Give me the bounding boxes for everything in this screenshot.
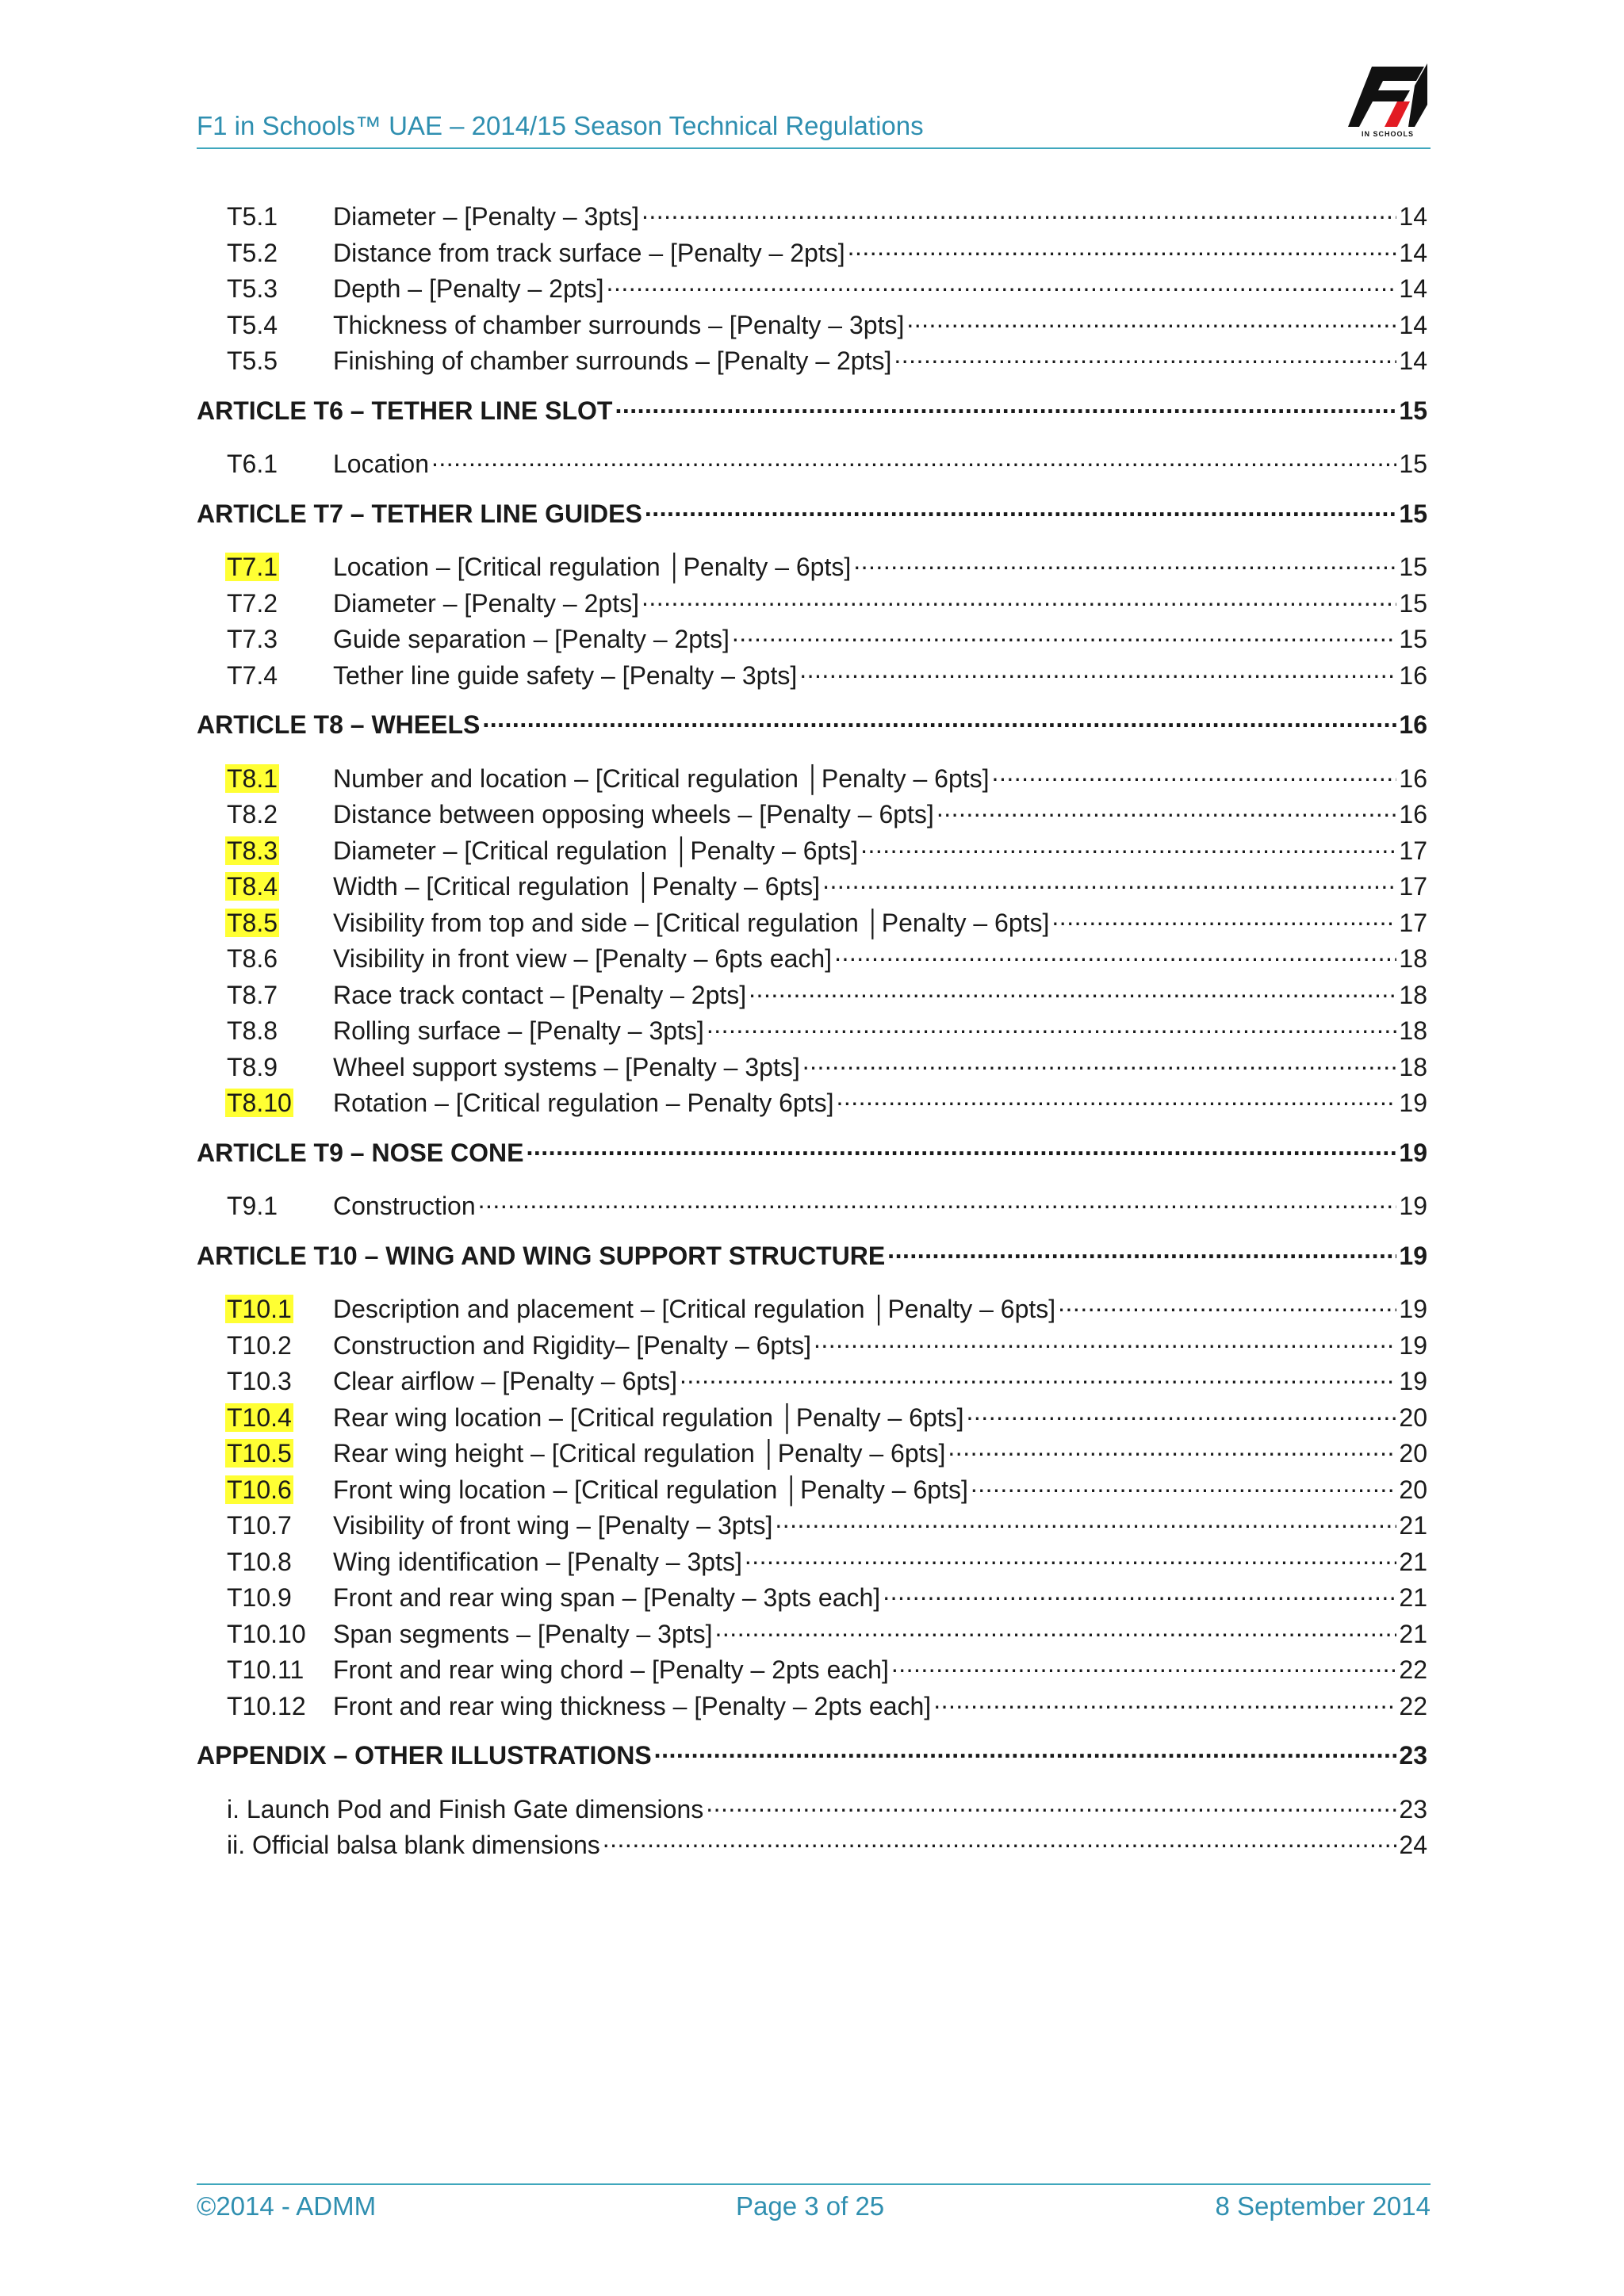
toc-entry[interactable] [197, 1288, 1427, 1324]
toc-entry-number [227, 239, 333, 268]
dot-leader [971, 1468, 1396, 1498]
critical-highlight: T8.3 [227, 836, 278, 865]
dot-leader [933, 1685, 1396, 1715]
toc-entry-number [227, 1620, 333, 1649]
toc-entry-number [227, 1403, 333, 1433]
toc-entry-number [227, 1331, 333, 1360]
dot-leader [802, 1046, 1396, 1076]
entry-number-text: T10.9 [227, 1583, 292, 1612]
toc-entry[interactable] [197, 618, 1427, 654]
toc-entry-title: Span segments – [Penalty – 3pts] [333, 1619, 713, 1648]
entry-number-text: T10.11 [227, 1655, 304, 1684]
critical-highlight: T8.10 [227, 1089, 292, 1117]
toc-page-number: 15 [1399, 625, 1427, 653]
toc-page-number: 16 [1399, 710, 1427, 739]
dot-leader [706, 1788, 1396, 1818]
toc-entry-title: Front and rear wing chord – [Penalty – 2pts each] [333, 1655, 889, 1684]
toc-page-number: 16 [1399, 763, 1427, 793]
page-footer [197, 2183, 1431, 2225]
toc-entry-number [227, 944, 333, 974]
critical-highlight: T8.5 [227, 908, 278, 937]
toc-entry-title: Depth – [Penalty – 2pts] [333, 274, 604, 303]
toc-page-number: 19 [1399, 1089, 1427, 1117]
toc-page-number: 16 [1399, 800, 1427, 828]
dot-leader [891, 1648, 1396, 1678]
toc-page-number: 19 [1399, 1295, 1427, 1323]
footer-page-number: Page 3 of 25 [736, 2191, 885, 2221]
dot-leader [1051, 901, 1396, 932]
f1-in-schools-logo [1348, 62, 1427, 138]
entry-number-text: T10.2 [227, 1330, 292, 1360]
toc-entry[interactable] [197, 1504, 1427, 1540]
dot-leader [615, 389, 1396, 419]
toc-entry[interactable] [197, 1540, 1427, 1577]
dot-leader [482, 703, 1396, 733]
toc-entry[interactable] [197, 195, 1427, 232]
toc-page-number: 15 [1399, 499, 1427, 528]
toc-entry-title: Location – [Critical regulation │Penalty – 6pts] [333, 553, 852, 581]
entry-number-text: T8.7 [227, 980, 278, 1009]
toc-entry-title: Construction [333, 1192, 476, 1220]
dot-leader [887, 1234, 1396, 1265]
entry-number-text: T10.7 [227, 1511, 292, 1540]
toc-entry-number [227, 872, 333, 901]
toc-entry[interactable] [197, 1468, 1427, 1505]
toc-entry-title: Front and rear wing thickness – [Penalty – 2pts each] [333, 1691, 932, 1720]
toc-page-number: 14 [1399, 310, 1427, 339]
toc-page-number: 23 [1399, 1741, 1427, 1770]
dot-leader [906, 304, 1396, 334]
toc-entry[interactable] [197, 757, 1427, 794]
toc-entry[interactable] [197, 1046, 1427, 1082]
toc-entry[interactable] [197, 1324, 1427, 1360]
toc-entry-number [227, 450, 333, 479]
toc-entry-title: Rotation – [Critical regulation – Penalty 6pts] [333, 1089, 834, 1117]
toc-entry-number [227, 764, 333, 794]
toc-entry-title: Diameter – [Penalty – 2pts] [333, 588, 639, 618]
dot-leader [848, 232, 1396, 262]
dot-leader [654, 1734, 1396, 1764]
entry-number-text: T5.1 [227, 202, 278, 231]
dot-leader [707, 1009, 1396, 1039]
dot-leader [642, 195, 1396, 225]
toc-entry[interactable] [197, 1685, 1427, 1721]
toc-page-number: 20 [1399, 1475, 1427, 1504]
toc-entry-title: Width – [Critical regulation │Penalty – 6pts] [333, 872, 821, 901]
toc-entry[interactable] [197, 1788, 1427, 1824]
logo-caption: IN SCHOOLS [1361, 130, 1414, 138]
toc-entry-title: Diameter – [Penalty – 3pts] [333, 202, 639, 231]
toc-entry-number [227, 800, 333, 829]
toc-entry-title: Race track contact – [Penalty – 2pts] [333, 980, 747, 1009]
dot-leader [836, 1081, 1396, 1112]
toc-entry-title: Finishing of chamber surrounds – [Penalty – 2pts] [333, 346, 892, 375]
toc-entry-title: Front and rear wing span – [Penalty – 3pts each] [333, 1583, 881, 1612]
toc-entry-title: Rolling surface – [Penalty – 3pts] [333, 1016, 704, 1045]
toc-entry[interactable] [197, 654, 1427, 691]
toc-entry-title: Thickness of chamber surrounds – [Penalty – 3pts] [333, 310, 905, 339]
entry-number-text: T5.2 [227, 238, 278, 267]
toc-page-number: 15 [1399, 553, 1427, 581]
table-of-contents [197, 195, 1427, 1860]
toc-entry-title: APPENDIX – OTHER ILLUSTRATIONS [197, 1741, 652, 1770]
dot-leader [527, 1131, 1397, 1161]
toc-page-number: 20 [1399, 1402, 1427, 1432]
dot-leader [822, 865, 1396, 895]
footer-date: 8 September 2014 [1215, 2191, 1431, 2221]
toc-entry-number [227, 346, 333, 376]
toc-entry-number [227, 1295, 333, 1324]
dot-leader [732, 618, 1396, 648]
toc-entry[interactable] [197, 339, 1427, 376]
toc-entry[interactable] [197, 829, 1427, 866]
toc-page-number: 24 [1399, 1831, 1427, 1859]
toc-entry-number [227, 661, 333, 691]
toc-entry-title: ii. Official balsa blank dimensions [227, 1831, 600, 1859]
entry-number-text: T5.5 [227, 346, 278, 375]
toc-page-number: 19 [1399, 1192, 1427, 1220]
entry-number-text: T9.1 [227, 1192, 278, 1220]
dot-leader [431, 442, 1396, 473]
toc-entry[interactable] [197, 1009, 1427, 1046]
toc-entry-title: ARTICLE T9 – NOSE CONE [197, 1138, 524, 1167]
toc-page-number: 16 [1399, 660, 1427, 690]
document-title: F1 in Schools™ UAE – 2014/15 Season Technical Regulations [197, 111, 924, 140]
toc-entry-title: Clear airflow – [Penalty – 6pts] [333, 1367, 677, 1395]
toc-page-number: 23 [1399, 1794, 1427, 1823]
toc-entry-number [227, 274, 333, 304]
critical-highlight: T10.4 [227, 1402, 292, 1432]
toc-entry-title: ARTICLE T7 – TETHER LINE GUIDES [197, 499, 642, 528]
dot-leader [607, 267, 1396, 297]
toc-entry-title: Wing identification – [Penalty – 3pts] [333, 1547, 742, 1576]
toc-page-number: 22 [1399, 1655, 1427, 1684]
toc-page-number: 21 [1399, 1511, 1427, 1540]
toc-page-number: 19 [1399, 1367, 1427, 1395]
toc-entry[interactable] [197, 442, 1427, 479]
entry-number-text: T7.2 [227, 588, 278, 618]
toc-entry-title: Visibility from top and side – [Critical regulation │Penalty – 6pts] [333, 908, 1050, 937]
toc-section-heading[interactable] [197, 1131, 1427, 1168]
dot-leader [936, 793, 1396, 823]
critical-highlight: T10.5 [227, 1439, 292, 1468]
entry-number-text: T7.3 [227, 625, 278, 653]
toc-entry-number [227, 1016, 333, 1046]
toc-entry-title: Description and placement – [Critical regulation │Penalty – 6pts] [333, 1295, 1056, 1323]
toc-page-number: 19 [1399, 1241, 1427, 1270]
toc-entry[interactable] [197, 1823, 1427, 1860]
entry-number-text: T10.8 [227, 1547, 292, 1576]
entry-number-text: T5.4 [227, 310, 278, 339]
toc-page-number: 15 [1399, 450, 1427, 478]
dot-leader [883, 1576, 1396, 1606]
toc-entry-number [227, 1053, 333, 1082]
toc-entry-number [227, 909, 333, 938]
toc-entry[interactable] [197, 582, 1427, 618]
toc-page-number: 14 [1399, 202, 1427, 231]
entry-number-text: T8.8 [227, 1016, 278, 1045]
toc-entry-number [227, 1655, 333, 1685]
f1-logo-icon [1348, 62, 1427, 127]
dot-leader [745, 1540, 1396, 1571]
toc-entry-title: Location [333, 450, 429, 478]
toc-section-heading[interactable] [197, 1234, 1427, 1271]
toc-page-number: 18 [1399, 944, 1427, 973]
toc-page-number: 19 [1399, 1330, 1427, 1360]
toc-entry-number [227, 625, 333, 654]
toc-entry-title: Number and location – [Critical regulation │Penalty – 6pts] [333, 763, 990, 793]
toc-entry-title: Rear wing location – [Critical regulation │Penalty – 6pts] [333, 1402, 964, 1432]
toc-entry-title: Diameter – [Critical regulation │Penalty – 6pts] [333, 836, 859, 865]
critical-highlight: T7.1 [227, 553, 278, 581]
toc-entry[interactable] [197, 545, 1427, 582]
toc-entry-number [227, 1192, 333, 1221]
dot-leader [967, 1396, 1396, 1426]
toc-entry-title: Construction and Rigidity– [Penalty – 6pts] [333, 1330, 811, 1360]
entry-number-text: T7.4 [227, 660, 278, 690]
toc-entry-title: Rear wing height – [Critical regulation │Penalty – 6pts] [333, 1439, 946, 1468]
toc-page-number: 14 [1399, 238, 1427, 267]
critical-highlight: T8.1 [227, 763, 278, 793]
toc-entry[interactable] [197, 865, 1427, 901]
toc-entry-number [227, 1475, 333, 1505]
toc-entry-number [227, 836, 333, 866]
toc-page-number: 20 [1399, 1439, 1427, 1468]
toc-entry-number [227, 589, 333, 618]
dot-leader [1058, 1288, 1396, 1318]
dot-leader [715, 1613, 1396, 1643]
page-header [197, 48, 1431, 149]
toc-entry[interactable] [197, 1184, 1427, 1221]
dot-leader [775, 1504, 1396, 1534]
toc-entry[interactable] [197, 1576, 1427, 1613]
dot-leader [894, 339, 1396, 369]
toc-entry[interactable] [197, 793, 1427, 829]
toc-section-heading[interactable] [197, 1734, 1427, 1770]
toc-entry[interactable] [197, 974, 1427, 1010]
toc-page-number: 18 [1399, 1052, 1427, 1081]
toc-section-heading[interactable] [197, 703, 1427, 740]
toc-entry-number [227, 202, 333, 232]
toc-page-number: 15 [1399, 588, 1427, 618]
critical-highlight: T8.4 [227, 872, 278, 901]
dot-leader [642, 582, 1396, 612]
toc-entry-number [227, 1089, 333, 1118]
entry-number-text: T10.12 [227, 1691, 306, 1720]
toc-entry-number [227, 1367, 333, 1396]
critical-highlight: T10.6 [227, 1475, 292, 1504]
toc-entry-title: ARTICLE T6 – TETHER LINE SLOT [197, 396, 613, 425]
entry-number-text: T10.10 [227, 1619, 306, 1648]
entry-number-text: T10.3 [227, 1367, 292, 1395]
toc-entry-title: i. Launch Pod and Finish Gate dimensions [227, 1794, 704, 1823]
dot-leader [814, 1324, 1396, 1354]
toc-entry[interactable] [197, 267, 1427, 304]
toc-entry[interactable] [197, 1432, 1427, 1468]
dot-leader [834, 937, 1396, 967]
toc-entry-title: Tether line guide safety – [Penalty – 3pts] [333, 660, 798, 690]
dot-leader [603, 1823, 1396, 1854]
toc-page-number: 14 [1399, 274, 1427, 303]
dot-leader [680, 1360, 1396, 1390]
toc-entry[interactable] [197, 901, 1427, 938]
toc-page-number: 22 [1399, 1691, 1427, 1720]
toc-page-number: 19 [1399, 1138, 1427, 1167]
toc-page-number: 21 [1399, 1619, 1427, 1648]
toc-page-number: 21 [1399, 1547, 1427, 1576]
toc-entry[interactable] [197, 232, 1427, 268]
dot-leader [992, 757, 1396, 787]
toc-entry-title: Visibility in front view – [Penalty – 6pts each] [333, 944, 833, 973]
toc-entry-number [227, 1439, 333, 1468]
toc-section-heading[interactable] [197, 389, 1427, 426]
toc-section-heading[interactable] [197, 492, 1427, 529]
entry-number-text: T8.2 [227, 800, 278, 828]
entry-number-text: T8.6 [227, 944, 278, 973]
entry-number-text: T8.9 [227, 1052, 278, 1081]
toc-entry-number [227, 1511, 333, 1540]
toc-entry[interactable] [197, 1613, 1427, 1649]
toc-entry-title: Distance between opposing wheels – [Penalty – 6pts] [333, 800, 934, 828]
toc-page-number: 18 [1399, 980, 1427, 1009]
toc-page-number: 17 [1399, 908, 1427, 937]
toc-page-number: 15 [1399, 396, 1427, 425]
dot-leader [749, 974, 1396, 1004]
toc-entry-title: ARTICLE T8 – WHEELS [197, 710, 481, 739]
toc-entry[interactable] [197, 1081, 1427, 1118]
dot-leader [853, 545, 1396, 576]
toc-entry-title: Visibility of front wing – [Penalty – 3pts] [333, 1511, 773, 1540]
dot-leader [799, 654, 1396, 684]
entry-number-text: T5.3 [227, 274, 278, 303]
entry-number-text: T6.1 [227, 450, 278, 478]
toc-entry-number [227, 1548, 333, 1577]
toc-entry-number [227, 553, 333, 582]
toc-page-number: 17 [1399, 836, 1427, 865]
dot-leader [860, 829, 1396, 859]
toc-page-number: 17 [1399, 872, 1427, 901]
toc-entry-title: ARTICLE T10 – WING AND WING SUPPORT STRUCTURE [197, 1241, 886, 1270]
toc-page-number: 18 [1399, 1016, 1427, 1045]
toc-entry-title: Guide separation – [Penalty – 2pts] [333, 625, 730, 653]
toc-page-number: 21 [1399, 1583, 1427, 1612]
toc-entry-number [227, 1692, 333, 1721]
toc-entry-number [227, 311, 333, 340]
toc-entry[interactable] [197, 937, 1427, 974]
toc-entry-title: Distance from track surface – [Penalty – 2pts] [333, 238, 845, 267]
toc-entry-title: Wheel support systems – [Penalty – 3pts] [333, 1052, 800, 1081]
toc-page-number: 14 [1399, 346, 1427, 375]
toc-entry-number [227, 981, 333, 1010]
toc-entry[interactable] [197, 304, 1427, 340]
toc-entry-number [227, 1583, 333, 1613]
critical-highlight: T10.1 [227, 1295, 292, 1323]
dot-leader [478, 1184, 1396, 1215]
toc-entry-title: Front wing location – [Critical regulation │Penalty – 6pts] [333, 1475, 968, 1504]
toc-entry[interactable] [197, 1396, 1427, 1433]
footer-copyright: ©2014 - ADMM [197, 2191, 377, 2221]
toc-entry[interactable] [197, 1648, 1427, 1685]
toc-entry[interactable] [197, 1360, 1427, 1396]
dot-leader [645, 492, 1396, 522]
dot-leader [948, 1432, 1396, 1462]
